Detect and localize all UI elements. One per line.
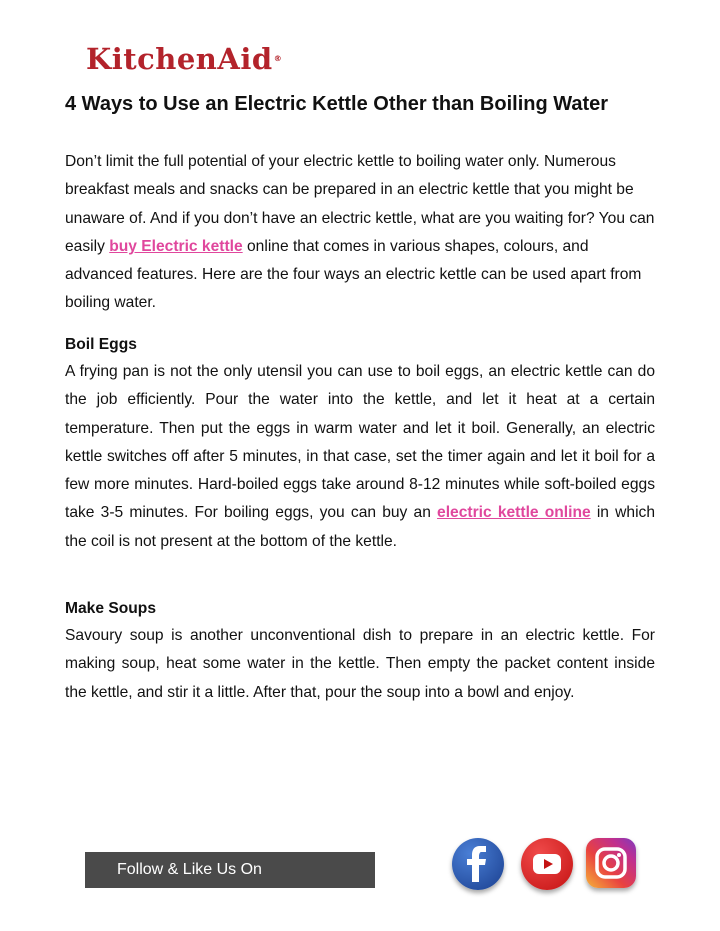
boil-eggs-text-2: in which the coil is not present at the bottom of the kettle. <box>65 504 655 550</box>
instagram-icon[interactable] <box>586 838 636 888</box>
registered-mark: ® <box>273 54 283 63</box>
buy-electric-kettle-link[interactable]: buy Electric kettle <box>109 237 243 255</box>
make-soups-paragraph: Savoury soup is another unconventional dish to prepare in an electric kettle. For making soup, heat some water in the kettle. Then empty the packet content inside the kettle, and stir it a little. After that, pour the soup into a bowl and enjoy. <box>65 627 655 701</box>
logo-text: KitchenAid <box>86 42 273 76</box>
youtube-icon[interactable] <box>521 838 573 890</box>
boil-eggs-text-1: A frying pan is not the only utensil you can use to boil eggs, an electric kettle can do the job efficiently. Pour the water into the kettle, and let it heat at a certain temperature. Then put the eggs in warm water and let it boil. Generally, an electric kettle switches off after 5 minutes, in that case, set the timer again and let it boil for a few more minutes. Hard-boiled eggs take around 8-12 minutes while soft-boiled eggs take 3-5 minutes. For boiling eggs, you can buy an <box>65 363 655 522</box>
follow-banner <box>85 852 375 888</box>
intro-text-1: Don’t limit the full potential of your electric kettle to boiling water only. Numerous breakfast meals and snacks can be prepared in an electric kettle that you might be unaware of. And if you don’t have an electric kettle, what are you waiting for? You can easily <box>65 153 655 255</box>
kitchenaid-logo <box>86 44 282 74</box>
intro-text-2: online that comes in various shapes, colours, and advanced features. Here are the four ways an electric kettle can be used apart from boiling water. <box>65 237 642 312</box>
boil-eggs-paragraph <box>65 358 655 556</box>
article-title: 4 Ways to Use an Electric Kettle Other than Boiling Water <box>65 93 609 115</box>
follow-label: Follow & Like Us On <box>117 861 262 878</box>
section-heading-make-soups: Make Soups <box>65 600 156 617</box>
electric-kettle-online-link[interactable]: electric kettle online <box>437 504 591 522</box>
intro-paragraph <box>65 148 655 318</box>
facebook-icon[interactable] <box>452 838 504 890</box>
section-heading-boil-eggs: Boil Eggs <box>65 336 137 353</box>
